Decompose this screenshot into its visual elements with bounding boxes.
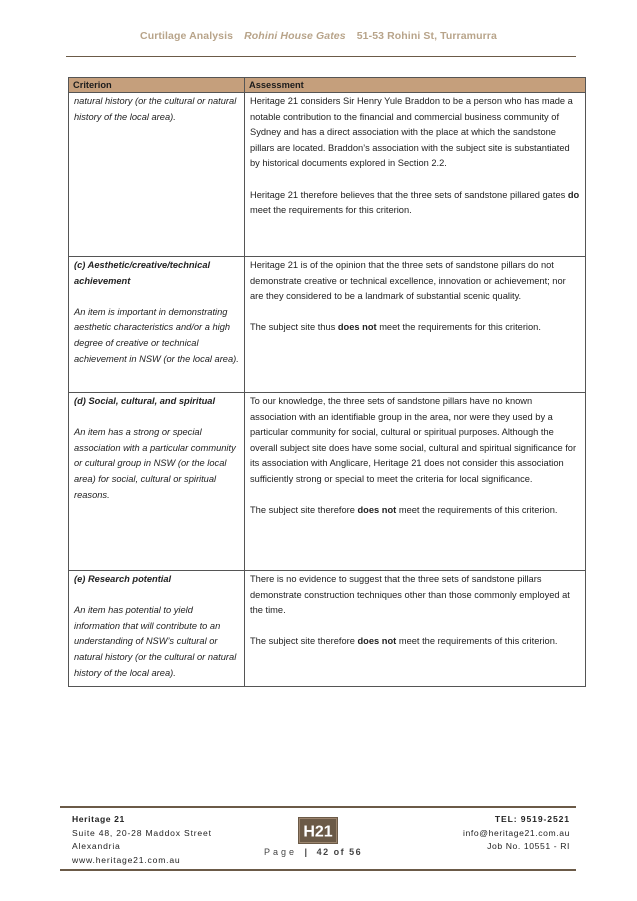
criterion-description: An item has a strong or special association with a particular community or cultural group in NSW (or the local area) for social, cultural or spiritual reasons. — [74, 427, 236, 500]
footer-contact-address — [72, 813, 212, 867]
assessment-text: There is no evidence to suggest that the three sets of sandstone pillars demonstrate construction techniques other than those commonly employed at the time. — [250, 574, 570, 616]
column-header-criterion: Criterion — [69, 78, 245, 93]
criterion-description: An item is important in demonstrating aesthetic characteristics and/or a high degree of creative or technical achievement in NSW (or the local area). — [74, 306, 239, 364]
assessment-cell — [245, 93, 586, 257]
criterion-cell — [69, 257, 245, 393]
assessment-cell — [245, 571, 586, 687]
criterion-cell — [69, 93, 245, 257]
assessment-text: To our knowledge, the three sets of sandstone pillars have no known association with an identifiable group in the area, nor were they used by a particular community for social, cultural or spiritual purposes. Although the overall subject site does have some social, cultural and spiritual significance for its association with Anglicare, Heritage 21 does not consider this association sufficiently strong or special to meet the criteria for local significance. — [250, 396, 577, 484]
assessment-text: Heritage 21 considers Sir Henry Yule Braddon to be a person who has made a notable contribution to the financial and commercial business community of Sydney and has a direct association with the place at which the sandstone pillars are located. Braddon’s association with the subject site is substantiated by historical documents explored in Section 2.2. — [250, 96, 573, 169]
footer-street-address: Suite 48, 20-28 Maddox Street — [72, 827, 212, 838]
footer-contact-details — [463, 813, 570, 854]
conclusion-emphasis: does not — [337, 322, 377, 333]
page-header — [0, 30, 637, 42]
criterion-title: (c) Aesthetic/creative/technical achievement — [74, 260, 211, 286]
logo-text: H21 — [303, 823, 333, 841]
table-row — [69, 257, 586, 393]
table-header-row — [69, 78, 586, 93]
criterion-title: (d) Social, cultural, and spiritual — [74, 396, 216, 406]
assessment-text: Heritage 21 is of the opinion that the three sets of sandstone pillars do not demonstrate creative or technical excellence, innovation or achievement; nor are they considered to be a landmark of substantial scenic quality. — [250, 260, 566, 302]
criterion-title: (e) Research potential — [74, 574, 172, 584]
footer-job-number: Job No. 10551 - RI — [487, 841, 570, 851]
header-section-title: Curtilage Analysis — [140, 30, 234, 42]
criteria-table — [68, 77, 586, 687]
assessment-conclusion: The subject site therefore does not meet the requirements of this criterion. — [250, 505, 558, 516]
conclusion-emphasis: do — [567, 189, 580, 200]
page-number — [264, 847, 362, 857]
assessment-conclusion: Heritage 21 therefore believes that the three sets of sandstone pillared gates do meet the requirements for this criterion. — [250, 189, 580, 216]
assessment-conclusion: The subject site thus does not meet the requirements for this criterion. — [250, 322, 541, 333]
footer-divider-top — [60, 806, 576, 808]
assessment-cell — [245, 257, 586, 393]
criterion-description: natural history (or the cultural or natural history of the local area). — [74, 96, 237, 122]
page-separator: | — [304, 847, 308, 857]
page-count: 42 of 56 — [316, 847, 363, 857]
table-row — [69, 571, 586, 687]
table-row — [69, 93, 586, 257]
criterion-cell — [69, 571, 245, 687]
footer-website: www.heritage21.com.au — [72, 854, 181, 865]
criterion-description: An item has potential to yield information that will contribute to an understanding of NSW’s cultural or natural history (or the cultural or natural history of the local area). — [74, 605, 237, 678]
criterion-cell — [69, 393, 245, 571]
table-row — [69, 393, 586, 571]
page-word: Page — [264, 847, 298, 857]
assessment-cell — [245, 393, 586, 571]
conclusion-emphasis: does not — [357, 505, 397, 516]
conclusion-emphasis: does not — [357, 636, 397, 647]
column-header-assessment: Assessment — [245, 78, 586, 93]
header-project-name: Rohini House Gates — [244, 30, 346, 42]
header-address: 51-53 Rohini St, Turramurra — [356, 30, 497, 42]
header-divider — [66, 56, 576, 57]
footer-telephone: TEL: 9519-2521 — [494, 814, 570, 824]
assessment-conclusion: The subject site therefore does not meet the requirements of this criterion. — [250, 636, 558, 647]
heritage21-logo-icon — [298, 817, 338, 844]
footer-email: info@heritage21.com.au — [463, 827, 570, 838]
footer-suburb: Alexandria — [72, 841, 121, 851]
footer-company-name: Heritage 21 — [72, 814, 125, 824]
footer-divider-bottom — [60, 869, 576, 871]
